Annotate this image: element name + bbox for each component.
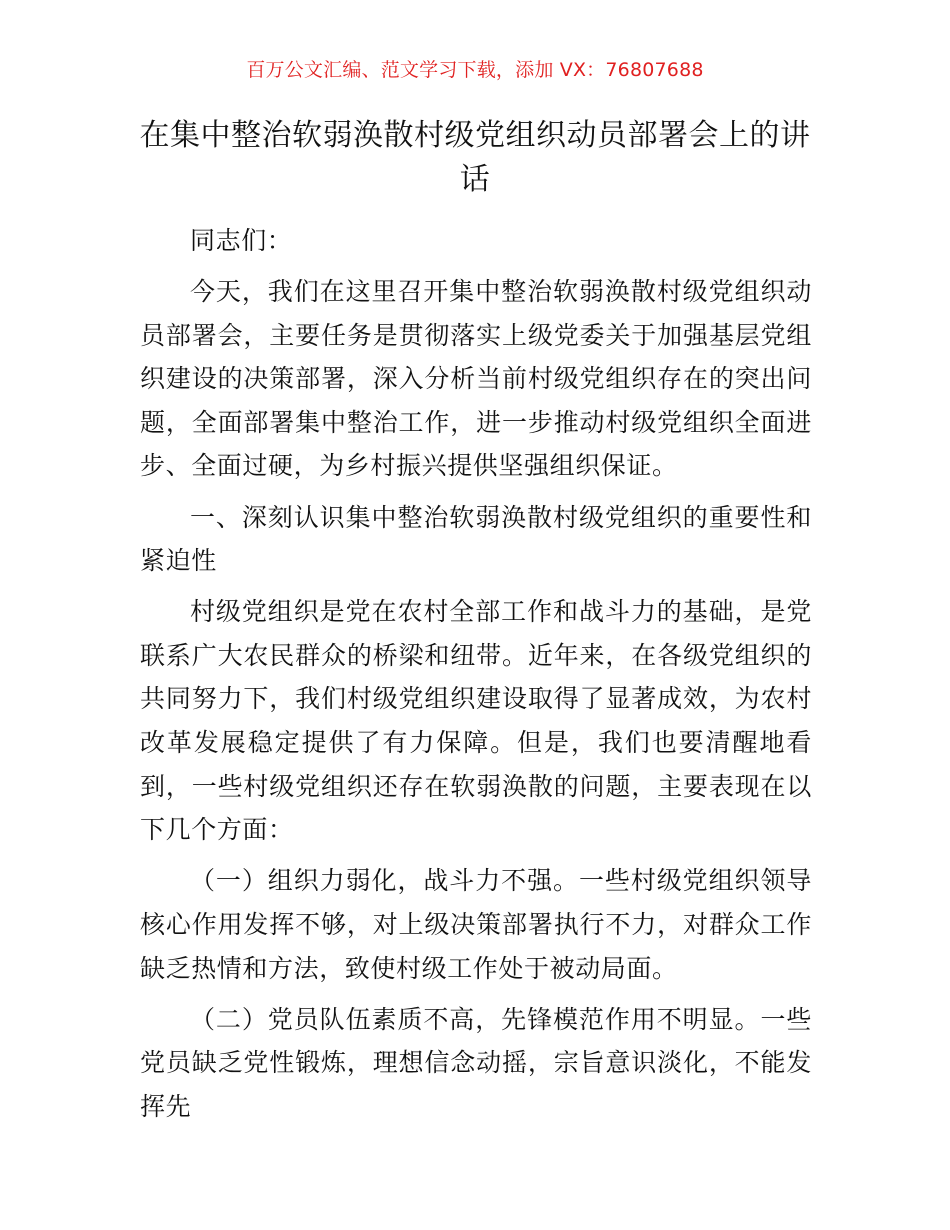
section-heading-1: 一、深刻认识集中整治软弱涣散村级党组织的重要性和紧迫性 xyxy=(140,502,812,576)
document-body xyxy=(140,219,812,1136)
watermark-banner: 百万公文汇编、范文学习下载，添加 VX：76807688 xyxy=(246,59,704,81)
salutation: 同志们： xyxy=(190,226,293,255)
subsection-2: （二）党员队伍素质不高，先锋模范作用不明显。一些党员缺乏党性锻炼，理想信念动摇，宗旨意识淡化，不能发挥先 xyxy=(140,1004,812,1121)
paragraph-background: 村级党组织是党在农村全部工作和战斗力的基础，是党联系广大农民群众的桥梁和纽带。近年来，在各级党组织的共同努力下，我们村级党组织建设取得了显著成效，为农村改革发展稳定提供了有力保障。但是，我们也要清醒地看到，一些村级党组织还存在软弱涣散的问题，主要表现在以下几个方面： xyxy=(140,597,812,845)
subsection-1: （一）组织力弱化，战斗力不强。一些村级党组织领导核心作用发挥不够，对上级决策部署执行不力，对群众工作缺乏热情和方法，致使村级工作处于被动局面。 xyxy=(140,866,812,983)
paragraph-intro: 今天，我们在这里召开集中整治软弱涣散村级党组织动员部署会，主要任务是贯彻落实上级党委关于加强基层党组织建设的决策部署，深入分析当前村级党组织存在的突出问题，全面部署集中整治工作，进一步推动村级党组织全面进步、全面过硬，为乡村振兴提供坚强组织保证。 xyxy=(140,277,812,481)
document-title: 在集中整治软弱涣散村级党组织动员部署会上的讲话 xyxy=(139,118,811,197)
